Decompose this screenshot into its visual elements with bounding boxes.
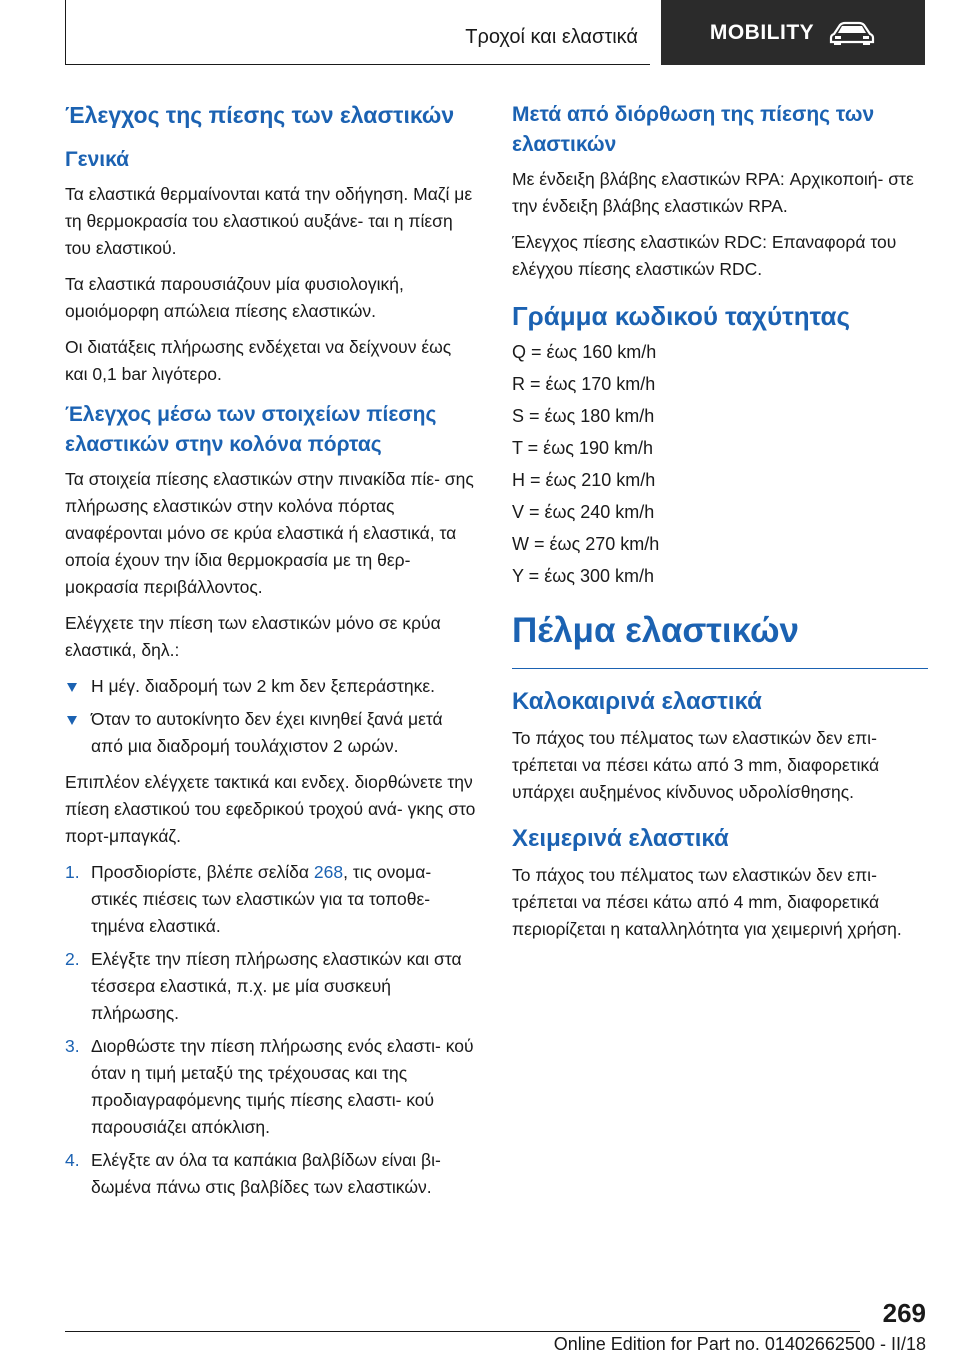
page-header [65, 0, 925, 65]
page-reference-link[interactable]: 268 [313, 862, 344, 882]
paragraph: Επιπλέον ελέγχετε τακτικά και ενδεχ. διορθώνετε την πίεση ελαστικού του εφεδρικού τροχού ανά‐ γκης στο πορτ-μπαγκάζ. [65, 772, 476, 846]
section-title: Τροχοί και ελαστικά [465, 26, 638, 48]
speed-code-item: V = έως 240 km/h [512, 502, 655, 522]
paragraph: Με ένδειξη βλάβης ελαστικών RPA: Αρχικοποιή‐ στε την ένδειξη βλάβης ελαστικών RPA. [512, 169, 914, 216]
triangle-bullet-icon [67, 683, 77, 692]
speed-code-item: Y = έως 300 km/h [512, 566, 654, 586]
step-item [65, 1033, 477, 1141]
heading-door-pillar-check: Έλεγχος μέσω των στοιχείων πίεσης ελαστικών στην κολόνα πόρτας [65, 403, 437, 456]
speed-code-item: R = έως 170 km/h [512, 374, 656, 394]
heading-summer-tires: Καλοκαιρινά ελαστικά [512, 688, 762, 715]
step-item [65, 1147, 477, 1201]
speed-code-item: H = έως 210 km/h [512, 470, 656, 490]
heading-speed-code: Γράμμα κωδικού ταχύτητας [512, 301, 851, 331]
step-number: 1. [65, 862, 80, 882]
steps-list [65, 859, 477, 1201]
mobility-badge [661, 0, 925, 65]
speed-code-item: W = έως 270 km/h [512, 534, 660, 554]
step-number: 4. [65, 1150, 80, 1170]
step-text: , τις ονομα‐ στικές πιέσεις των ελαστικών για τα τοποθε‐ τημένα ελαστικά. [91, 862, 432, 936]
step-text: Διορθώστε την πίεση πλήρωσης ενός ελαστι‐ κού όταν η τιμή μεταξύ της τρέχουσας και της προδιαγραφόμενης τιμής πίεσης ελαστι‐ κού παρουσιάζει απόκλιση. [91, 1036, 474, 1137]
heading-after-correction: Μετά από διόρθωση της πίεσης των ελαστικών [512, 103, 875, 156]
paragraph: Το πάχος του πέλματος των ελαστικών δεν επι‐ τρέπεται να πέσει κάτω από 3 mm, διαφορετικά υπάρχει αυξημένος κίνδυνος υδρολίσθησης. [512, 728, 880, 802]
step-text: Ελέγξτε την πίεση πλήρωσης ελαστικών και στα τέσσερα ελαστικά, π.χ. με μία συσκευή πλήρωσης. [91, 949, 462, 1023]
edition-note: Online Edition for Part no. 01402662500 - II/18 [553, 1334, 926, 1354]
step-number: 3. [65, 1036, 80, 1056]
paragraph: Τα ελαστικά θερμαίνονται κατά την οδήγηση. Μαζί με τη θερμοκρασία του ελαστικού αυξάνε‐ ται η πίεση του ελαστικού. [65, 184, 473, 258]
footer-divider [65, 1331, 860, 1332]
heading-tread: Πέλμα ελαστικών [512, 608, 928, 669]
header-divider-bottom [65, 64, 650, 65]
list-item-text: Η μέγ. διαδρομή των 2 km δεν ξεπεράστηκε. [91, 676, 436, 696]
heading-tire-pressure-check: Έλεγχος της πίεσης των ελαστικών [65, 102, 455, 128]
page-number: 269 [882, 1298, 926, 1328]
right-column [512, 100, 928, 952]
paragraph: Οι διατάξεις πλήρωσης ενδέχεται να δείχνουν έως και 0,1 bar λιγότερο. [65, 337, 452, 384]
car-icon [828, 20, 876, 46]
step-item [65, 859, 477, 940]
paragraph: Τα στοιχεία πίεσης ελαστικών στην πινακίδα πίε‐ σης πλήρωσης ελαστικών στην κολόνα πόρτας αναφέρονται μόνο σε κρύα ελαστικά ή ελαστικά, τα οποία έχουν την ίδια θερμοκρασία με τη θερ‐ μοκρασία περιβάλλοντος. [65, 469, 474, 597]
list-item-text: Όταν το αυτοκίνητο δεν έχει κινηθεί ξανά μετά από μια διαδρομή τουλάχιστον 2 ωρών. [91, 709, 443, 756]
list-item [65, 673, 477, 700]
paragraph: Το πάχος του πέλματος των ελαστικών δεν επι‐ τρέπεται να πέσει κάτω από 4 mm, διαφορετικά περιορίζεται η καταλληλότητα για χειμερινή χρήση. [512, 865, 902, 939]
paragraph: Τα ελαστικά παρουσιάζουν μία φυσιολογική, ομοιόμορφη απώλεια πίεσης ελαστικών. [65, 274, 404, 321]
heading-winter-tires: Χειμερινά ελαστικά [512, 825, 729, 852]
paragraph: Έλεγχος πίεσης ελαστικών RDC: Επαναφορά του ελέγχου πίεσης ελαστικών RDC. [512, 232, 897, 279]
speed-code-item: Q = έως 160 km/h [512, 342, 657, 362]
left-column [65, 100, 477, 1210]
step-text: Προσδιορίστε, βλέπε σελίδα [91, 862, 314, 882]
triangle-bullet-icon [67, 716, 77, 725]
speed-code-item: S = έως 180 km/h [512, 406, 655, 426]
speed-code-item: T = έως 190 km/h [512, 438, 653, 458]
paragraph: Ελέγχετε την πίεση των ελαστικών μόνο σε κρύα ελαστικά, δηλ.: [65, 613, 441, 660]
step-number: 2. [65, 949, 80, 969]
speed-code-list [512, 339, 928, 590]
step-item [65, 946, 477, 1027]
step-text: Ελέγξτε αν όλα τα καπάκια βαλβίδων είναι βι‐ δωμένα πάνω στις βαλβίδες των ελαστικών. [91, 1150, 441, 1197]
bullet-list [65, 673, 477, 760]
heading-general: Γενικά [65, 148, 130, 171]
mobility-label: MOBILITY [709, 20, 815, 44]
list-item [65, 706, 477, 760]
